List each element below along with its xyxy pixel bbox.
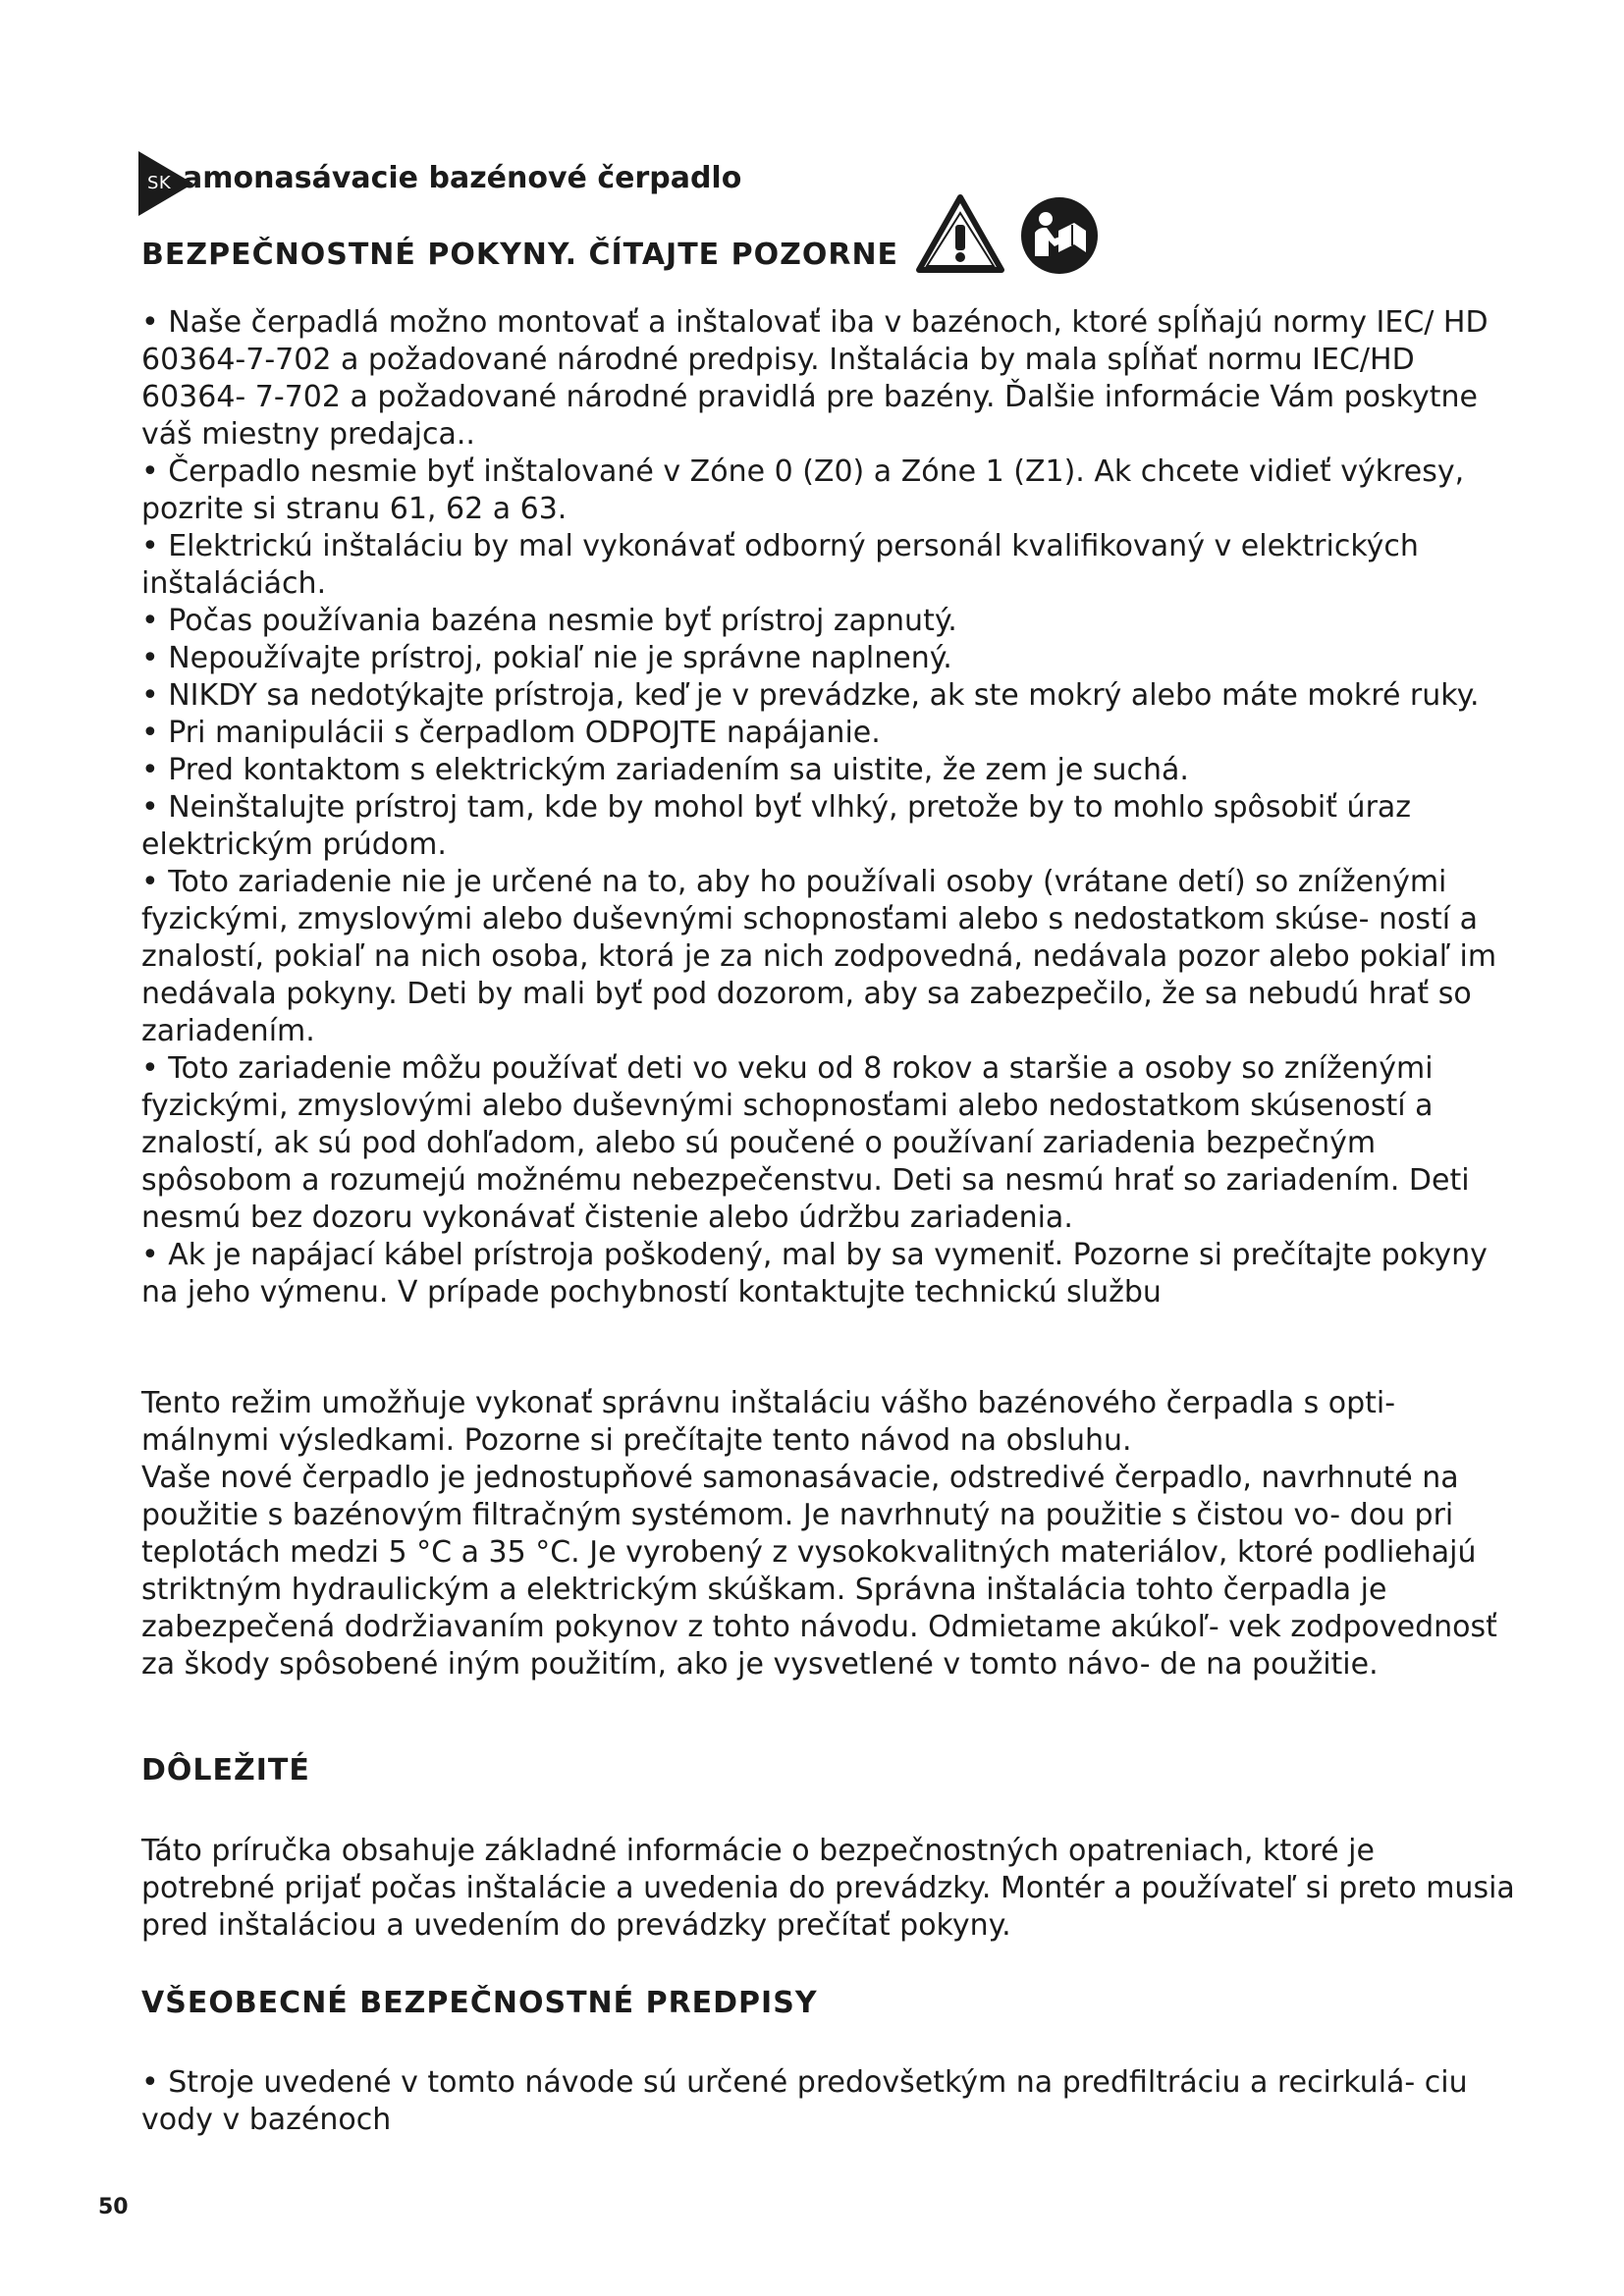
safety-item: • Elektrickú inštaláciu by mal vykonávať odborný personál kvalifikovaný v elektrických inštaláciách.	[141, 529, 1419, 601]
safety-item: • NIKDY sa nedotýkajte prístroja, keď je v prevádzke, ak ste mokrý alebo máte mokré ruky.	[141, 678, 1480, 713]
warning-triangle-icon	[913, 191, 1007, 276]
safety-item: • Toto zariadenie nie je určené na to, aby ho používali osoby (vrátane detí) so zníženými fyzickými, zmyslovými alebo duševnými schopnosťami alebo s nedostatkom skúse- ností a znalostí, pokiaľ na nich osoba, ktorá je za nich zodpovedná, nedávala pozor alebo pokiaľ im nedávala pokyny. Deti by mali byť pod dozorom, aby sa zabezpečilo, že sa nebudú hrať so zariadením.	[141, 865, 1497, 1048]
safety-item: • Nepoužívajte prístroj, pokiaľ nie je správne naplnený.	[141, 641, 952, 675]
intro-section	[141, 1385, 1516, 1683]
general-safety-heading: VŠEOBECNÉ BEZPEČNOSTNÉ PREDPISY	[141, 1986, 818, 2020]
read-manual-icon	[1019, 195, 1100, 276]
safety-item: • Toto zariadenie môžu používať deti vo veku od 8 rokov a staršie a osoby so zníženými fyzickými, zmyslovými alebo duševnými schopnosťami alebo nedostatkom skúseností a znalostí, ak sú pod dohľadom, alebo sú poučené o používaní zariadenia bezpečným spôsobom a rozumejú možnému nebezpečenstvu. Deti sa nesmú hrať so zariadením. Deti nesmú bez dozoru vykonávať čistenie alebo údržbu zariadenia.	[141, 1051, 1470, 1235]
safety-instructions-list	[141, 304, 1516, 1311]
safety-item: • Pri manipulácii s čerpadlom ODPOJTE napájanie.	[141, 716, 881, 750]
intro-paragraph: Vaše nové čerpadlo je jednostupňové samonasávacie, odstredivé čerpadlo, navrhnuté na použitie s bazénovým filtračným systémom. Je navrhnutý na použitie s čistou vo- dou pri teplotách medzi 5 °C a 35 °C. Je vyrobený z vysokokvalitných materiálov, ktoré podliehajú striktným hydraulickým a elektrickým skúškam. Správna inštalácia tohto čerpadla je zabezpečená dodržiavaním pokynov z tohto návodu. Odmietame akúkoľ- vek zodpovednosť za škody spôsobené iným použitím, ako je vysvetlené v tomto návo- de na použitie.	[141, 1461, 1497, 1682]
general-safety-text	[141, 2064, 1516, 2139]
general-safety-item: • Stroje uvedené v tomto návode sú určené predovšetkým na predfiltráciu a recirkulá- ciu vody v bazénoch	[141, 2065, 1468, 2137]
safety-item: • Ak je napájací kábel prístroja poškodený, mal by sa vymeniť. Pozorne si prečítajte pokyny na jeho výmenu. V prípade pochybností kontaktujte technickú službu	[141, 1238, 1488, 1309]
safety-heading: BEZPEČNOSTNÉ POKYNY. ČÍTAJTE POZORNE	[141, 238, 899, 272]
safety-item: • Čerpadlo nesmie byť inštalované v Zóne 0 (Z0) a Zóne 1 (Z1). Ak chcete vidieť výkresy, pozrite si stranu 61, 62 a 63.	[141, 454, 1465, 526]
important-heading: DÔLEŽITÉ	[141, 1753, 310, 1788]
language-code: SK	[147, 173, 172, 193]
important-paragraph: Táto príručka obsahuje základné informácie o bezpečnostných opatreniach, ktoré je potrebné prijať počas inštalácie a uvedenia do prevádzky. Montér a používateľ si preto musia pred inštaláciou a uvedením do prevádzky prečítať pokyny.	[141, 1834, 1515, 1943]
page-number: 50	[98, 2195, 129, 2219]
safety-item: • Počas používania bazéna nesmie byť prístroj zapnutý.	[141, 604, 957, 638]
safety-item: • Neinštalujte prístroj tam, kde by mohol byť vlhký, pretože by to mohlo spôsobiť úraz elektrickým prúdom.	[141, 790, 1412, 862]
intro-paragraph: Tento režim umožňuje vykonať správnu inštaláciu vášho bazénového čerpadla s opti- málnymi výsledkami. Pozorne si prečítajte tento návod na obsluhu.	[141, 1386, 1396, 1458]
safety-item: • Naše čerpadlá možno montovať a inštalovať iba v bazénoch, ktoré spĺňajú normy IEC/ HD 60364-7-702 a požadované národné predpisy. Inštalácia by mala spĺňať normu IEC/HD 60364- 7-702 a požadované národné pravidlá pre bazény. Ďalšie informácie Vám poskytne váš miestny predajca..	[141, 305, 1489, 452]
document-title: amonasávacie bazénové čerpadlo	[183, 161, 742, 195]
safety-item: • Pred kontaktom s elektrickým zariadením sa uistite, že zem je suchá.	[141, 753, 1189, 787]
important-text	[141, 1833, 1516, 1945]
